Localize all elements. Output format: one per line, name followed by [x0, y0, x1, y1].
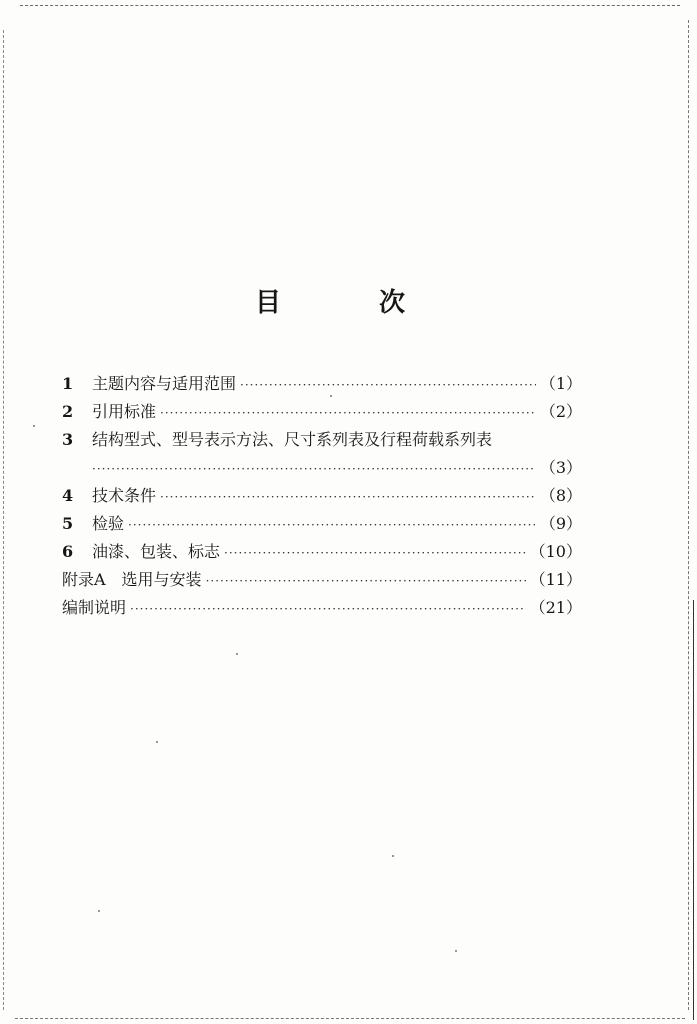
scan-speck [236, 653, 238, 655]
toc-entry-title: 油漆、包装、标志 [92, 542, 221, 561]
toc-entry-title: 引用标准 [92, 402, 157, 421]
toc-entry-notes [62, 594, 582, 622]
dot-leader [130, 595, 526, 623]
scan-speck [392, 855, 394, 857]
scan-edge-right [688, 20, 689, 1010]
scan-speck [98, 910, 100, 912]
title-char-2: 次 [378, 288, 405, 318]
dot-leader [160, 399, 536, 427]
toc-entry-2 [62, 398, 582, 426]
toc-entry-page: （8） [539, 486, 582, 505]
dot-leader [206, 567, 526, 595]
toc-entry-page: （1） [539, 374, 582, 393]
scan-speck [33, 425, 35, 427]
toc-entry-number: 6 [62, 542, 74, 561]
toc-entry-title: 检验 [92, 514, 125, 533]
toc-entry-6 [62, 538, 582, 566]
dot-leader [240, 371, 536, 399]
toc-entry-title: 主题内容与适用范围 [92, 374, 237, 393]
toc-entry-5 [62, 510, 582, 538]
title-char-1: 目 [255, 288, 282, 318]
toc-entry-number: 5 [62, 514, 74, 533]
toc-entry-number: 1 [62, 374, 74, 393]
scan-edge-right-dark [693, 600, 694, 1020]
toc-entry-page: （21） [529, 598, 582, 617]
page-title [255, 282, 405, 319]
toc-entry-page: （11） [529, 570, 582, 589]
dot-leader [92, 455, 536, 483]
toc-entry-title: 编制说明 [62, 598, 127, 617]
scan-speck [156, 741, 158, 743]
toc-entry-appendix-a [62, 566, 582, 594]
scan-edge-top [20, 5, 680, 6]
toc-entry-page: （3） [539, 458, 582, 477]
toc-entry-number: 2 [62, 402, 74, 421]
toc-entry-title: 技术条件 [92, 486, 157, 505]
toc-entry-title: 附录A 选用与安装 [62, 570, 202, 589]
scan-edge-left [3, 30, 4, 1010]
toc-entry-page: （2） [539, 402, 582, 421]
dot-leader [160, 483, 536, 511]
dot-leader [224, 539, 526, 567]
toc-entry-title: 结构型式、型号表示方法、尺寸系列表及行程荷载系列表 [92, 430, 493, 449]
toc-entry-page: （9） [539, 514, 582, 533]
toc-entry-4 [62, 482, 582, 510]
toc-entry-number: 3 [62, 430, 74, 449]
dot-leader [128, 511, 536, 539]
toc-entry-3 [62, 426, 582, 454]
toc-entry-page: （10） [529, 542, 582, 561]
scan-edge-bottom [15, 1018, 685, 1019]
toc-entry-3-continuation [62, 454, 582, 482]
table-of-contents [62, 370, 582, 622]
toc-entry-number: 4 [62, 486, 74, 505]
scan-speck [455, 950, 457, 952]
toc-entry-1 [62, 370, 582, 398]
